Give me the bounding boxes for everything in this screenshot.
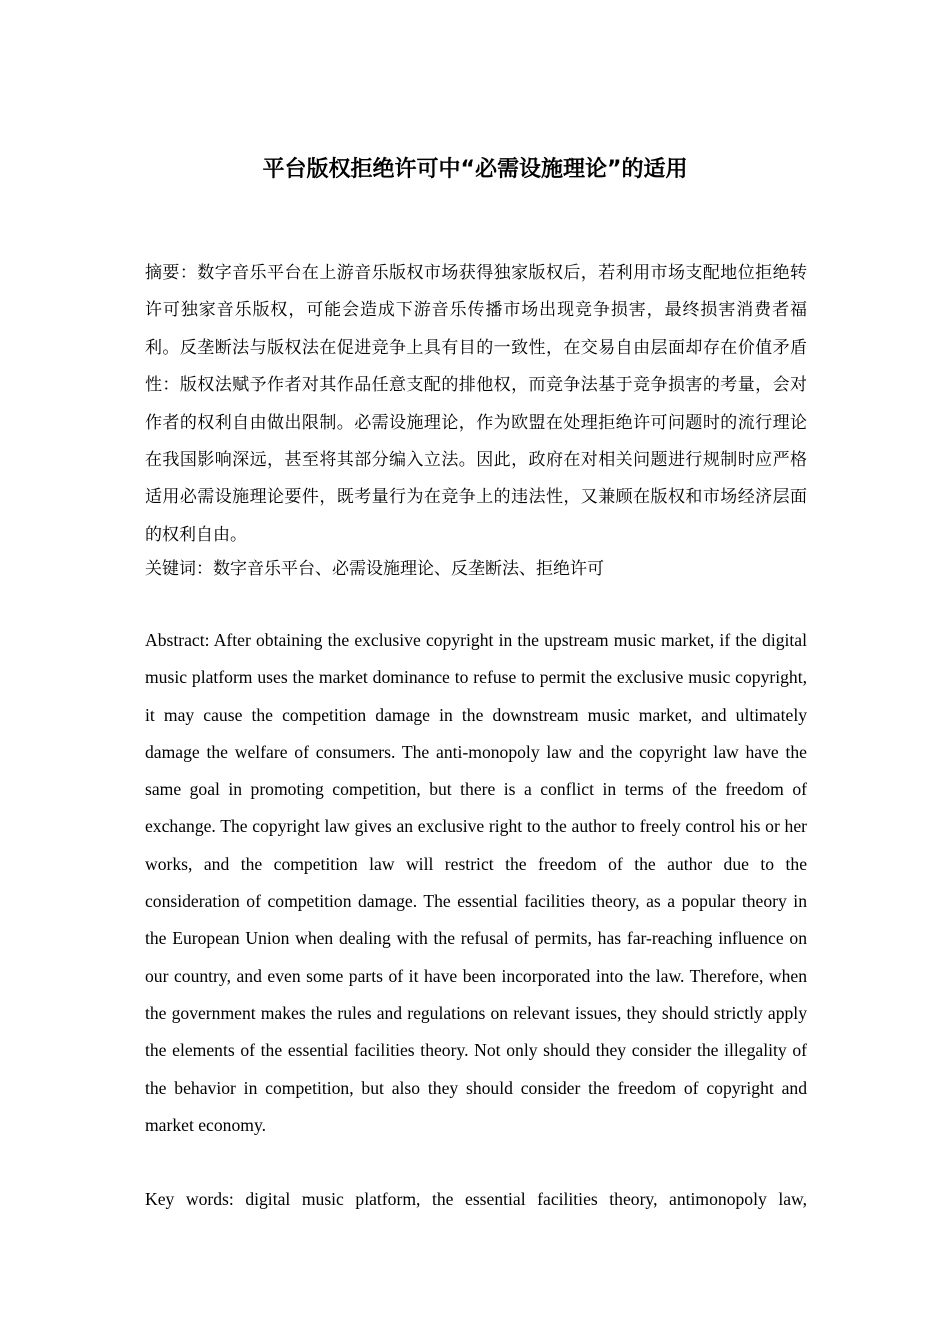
chinese-keywords: 关键词：数字音乐平台、必需设施理论、反垄断法、拒绝许可 — [145, 559, 604, 579]
english-keywords: Key words: digital music platform, the essential facilities theory, antimonopoly law, — [145, 1189, 807, 1209]
document-title: 平台版权拒绝许可中“必需设施理论”的适用 — [262, 157, 688, 182]
chinese-abstract: 摘要：数字音乐平台在上游音乐版权市场获得独家版权后，若利用市场支配地位拒绝转许可独家音乐版权，可能会造成下游音乐传播市场出现竞争损害，最终损害消费者福利。反垄断法与版权法在促进竞争上具有目的一致性，在交易自由层面却存在价值矛盾性：版权法赋予作者对其作品任意支配的排他权，而竞争法基于竞争损害的考量，会对作者的权利自由做出限制。必需设施理论，作为欧盟在处理拒绝许可问题时的流行理论在我国影响深远，甚至将其部分编入立法。因此，政府在对相关问题进行规制时应严格适用必需设施理论要件，既考量行为在竞争上的违法性，又兼顾在版权和市场经济层面的权利自由。 — [145, 263, 807, 545]
english-abstract: Abstract: After obtaining the exclusive copyright in the upstream music market, if the digital music platform uses the market dominance to refuse to permit the exclusive music copyright, it may cause the competition damage in the downstream music market, and ultimately damage the welfare of consumers. The anti-monopoly law and the copyright law have the same goal in promoting competition, but there is a conflict in terms of the freedom of exchange. The copyright law gives an exclusive right to the author to freely control his or her works, and the competition law will restrict the freedom of the author due to the consideration of competition damage. The essential facilities theory, as a popular theory in the European Union when dealing with the refusal of permits, has far-reaching influence on our country, and even some parts of it have been incorporated into the law. Therefore, when the government makes the rules and regulations on relevant issues, they should strictly apply the elements of the essential facilities theory. Not only should they consider the illegality of the behavior in competition, but also they should consider the freedom of copyright and market economy. — [145, 630, 807, 1135]
